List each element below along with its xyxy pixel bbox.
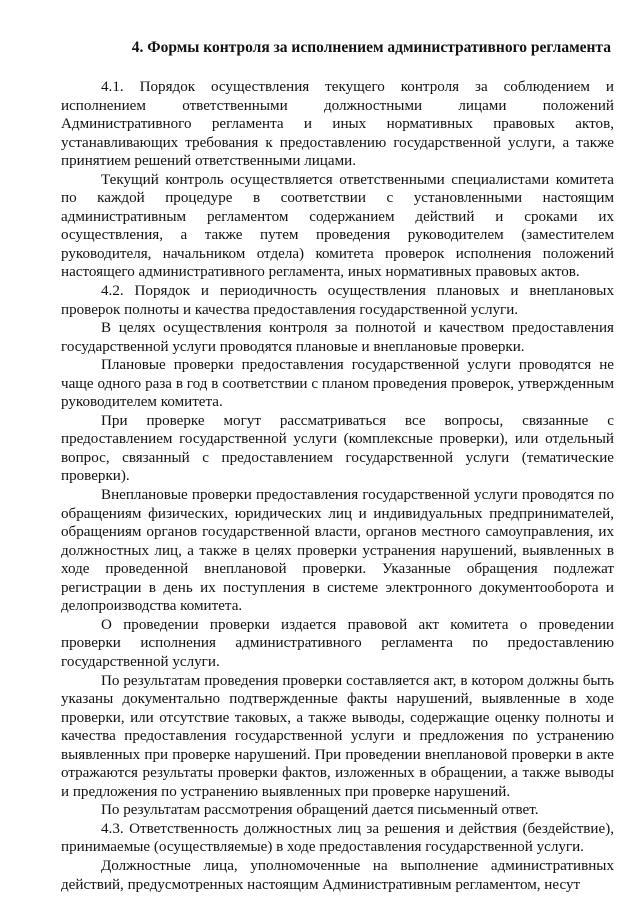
paragraph-4-1: 4.1. Порядок осуществления текущего контроля за соблюдением и исполнением ответственными должностными лицами положений Административного регламента и иных нормативных правовых актов, устанавливающих требования к предоставлению государственной услуги, а также принятием решений ответственными лицами. bbox=[61, 79, 614, 170]
section-heading: 4. Формы контроля за исполнением административного регламента bbox=[131, 39, 611, 56]
paragraph-officials-responsibility: Должностные лица, уполномоченные на выполнение административных действий, предусмотренных настоящим Административным регламентом, несут bbox=[61, 857, 614, 893]
section-body bbox=[61, 78, 614, 894]
paragraph-4-2: 4.2. Порядок и периодичность осуществления плановых и внеплановых проверок полноты и качества предоставления государственной услуги. bbox=[61, 283, 614, 318]
paragraph-planned-checks: Плановые проверки предоставления государственной услуги проводятся не чаще одного раза в год в соответствии с планом проведения проверок, утвержденным руководителем комитета. bbox=[61, 357, 614, 411]
paragraph-check-results: По результатам проведения проверки составляется акт, в котором должны быть указаны документально подтвержденные факты нарушений, выявленные в ходе проверки, или отсутствие таковых, а также выводы, содержащие оценку полноты и качества предоставления государственной услуги и предложения по устранению выявленных при проверке нарушений. При проведении внеплановой проверки в акте отражаются результаты проверки фактов, изложенных в обращении, а также выводы и предложения по устранению выявленных при проверке нарушений. bbox=[61, 672, 614, 800]
paragraph-check-order: О проведении проверки издается правовой акт комитета о проведении проверки исполнения административного регламента по предоставлению государственной услуги. bbox=[61, 616, 614, 670]
paragraph-control-purpose: В целях осуществления контроля за полнотой и качеством предоставления государственной услуги проводятся плановые и внеплановые проверки. bbox=[61, 320, 614, 355]
paragraph-check-scope: При проверке могут рассматриваться все вопросы, связанные с предоставлением государственной услуги (комплексные проверки), или отдельный вопрос, связанный с предоставлением государственной услуги (тематические проверки). bbox=[61, 412, 614, 485]
paragraph-current-control: Текущий контроль осуществляется ответственными специалистами комитета по каждой процедуре в соответствии с установленными настоящим административным регламентом содержанием действий и сроками их осуществления, а также путем проведения руководителем (заместителем руководителя, начальником отдела) комитета проверок исполнения положений настоящего административного регламента, иных нормативных правовых актов. bbox=[61, 171, 614, 281]
paragraph-unplanned-checks: Внеплановые проверки предоставления государственной услуги проводятся по обращениям физических, юридических лиц и индивидуальных предпринимателей, обращениям органов государственной власти, органов местного самоуправления, их должностных лиц, а также в целях проверки устранения нарушений, выявленных в ходе проведенной внеплановой проверки. Указанные обращения подлежат регистрации в день их поступления в системе электронного документооборота и делопроизводства комитета. bbox=[61, 487, 614, 615]
paragraph-4-3: 4.3. Ответственность должностных лиц за решения и действия (бездействие), принимаемые (осуществляемые) в ходе предоставления государственной услуги. bbox=[61, 820, 614, 856]
paragraph-written-answer: По результатам рассмотрения обращений дается письменный ответ. bbox=[101, 802, 539, 819]
